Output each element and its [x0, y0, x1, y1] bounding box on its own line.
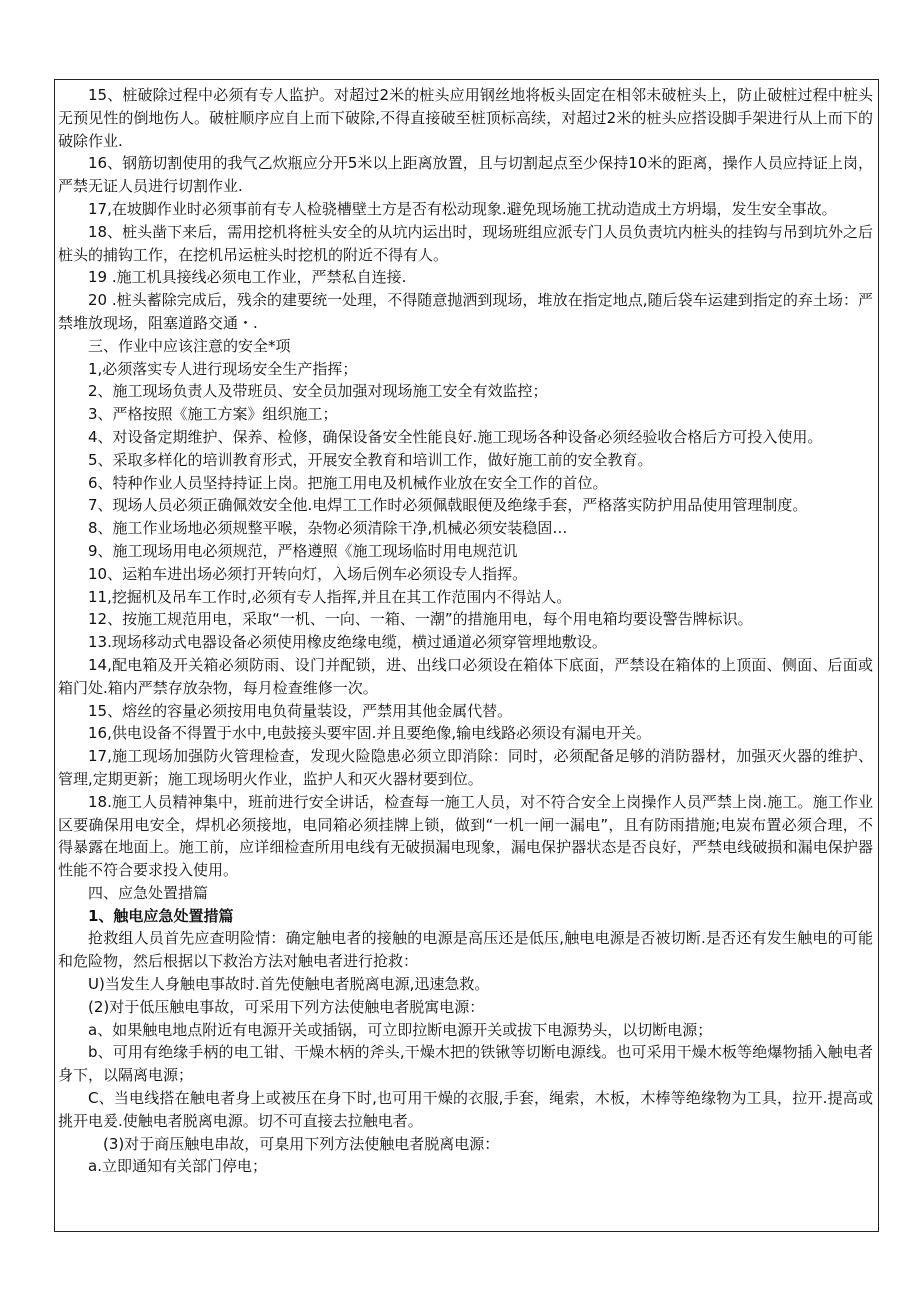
safety-item-3: 3、严格按照《施工方案》组织施工；	[88, 405, 338, 424]
safety-item-1: 1,必须落实专人进行现场安全生产指挥；	[88, 359, 358, 378]
paragraph-18: 18、桩头凿下来后，需用挖机将桩头安全的从坑内运出时，现场班组应派专门人员负责坑内桩头的挂钩与吊到坑外之后桩头的捕钩工作，在挖机吊运桩头时挖机的附近不得有人。	[58, 222, 873, 264]
section-heading-4: 四、应急处置措篇	[88, 883, 209, 902]
subsection-heading-1: 1、触电应急处置措篇	[88, 906, 234, 925]
paragraph-15: 15、桩破除过程中必须有专人监护。对超过2米的桩头应用钢丝地将板头固定在相邻未破桩头上，防止破桩过程中桩头无预见性的倒地伤人。破桩顺序应自上而下破除,不得直接破至桩顶标高续，对超过2米的桩头应搭设脚手架进行从上而下的破除作业.	[58, 86, 873, 150]
safety-item-8: 8、施工作业场地必须规整平喉，杂物必须清除干净,机械必须安装稳固…	[88, 519, 568, 538]
safety-item-15: 15、熔丝的容量必须按用电负荷量装设，严禁用其他金属代替。	[88, 701, 513, 720]
paragraph-16: 16、钢筋切割使用的我气乙炊瓶应分开5米以上距离放置，且与切割起点至少保持10米的距离，操作人员应持证上岗，严禁无证人员进行切割作业.	[58, 154, 873, 196]
rescue-step-1: U)当发生人身触电事故时.首先使触电者脱离电源,迅速急救。	[88, 975, 490, 994]
rescue-step-3a: a.立即通知有关部门停电；	[88, 1157, 267, 1176]
rescue-step-3: (3)对于商压触电串故，可臬用下列方法使触电者脱离电源：	[103, 1134, 500, 1153]
safety-item-2: 2、施工现场负责人及带班员、安全员加强对现场施工安全有效监控；	[88, 382, 548, 401]
safety-item-14: 14,配电箱及开关箱必须防雨、设门并配锁，进、出线口必须设在箱体下底面，严禁设在箱体的上顶面、侧面、后面或箱门处.箱内严禁存放杂物，每月检查维修一次。	[58, 655, 873, 697]
paragraph-19: 19 .施工机具接线必须电工作业，严禁私自连接.	[88, 268, 407, 287]
safety-item-6: 6、特种作业人员坚持持证上岗。把施工用电及机械作业放在安全工作的首位。	[88, 473, 608, 492]
safety-item-7: 7、现场人员必须正确佩效安全他.电焊工工作时必须佩戟眼便及绝缘手套，严格落实防护用品使用管理制度。	[88, 496, 808, 515]
safety-item-18: 18.施工人员精神集中，班前进行安全讲话，检查每一施工人员，对不符合安全上岗操作人员严禁上岗.施工。施工作业区要确保用电安全，焊机必须接地，电同箱必须挂牌上锁，做到“一机一闸一漏电”，且有防雨措施;电炭布置必须合理，不得暴露在地面上。施工前，应详细检查所用电线有无破损漏电现象，漏电保护器状态是否良好，严禁电线破损和漏电保护器性能不符合要求投入使用。	[58, 792, 873, 880]
safety-item-4: 4、对设备定期维护、保养、检修，确保设备安全性能良好.施工现场各种设备必须经验收合格后方可投入使用。	[88, 427, 823, 446]
rescue-intro: 抢救组人员首先应查明险情：确定触电者的接触的电源是高压还是低压,触电电源是否被切断.是否还有发生触电的可能和危险物，然后根据以下救治方法对触电者进行抢救：	[58, 929, 873, 971]
rescue-step-2c: C、当电线搭在触电者身上或被压在身下时,也可用干燥的衣服,手套，绳索，木板，木棒等绝缘物为工具，拉开.提高或挑开电爰.使触电者脱离电源。切不可直接去拉触电者。	[58, 1089, 873, 1130]
document-body	[58, 84, 873, 1178]
document-frame	[54, 79, 879, 1232]
paragraph-17: 17,在坡脚作业时必须事前有专人检骁槽壁土方是否有松动现象.避免现场施工扰动造成土方坍塌，发生安全事故。	[88, 199, 837, 218]
safety-item-5: 5、采取多样化的培训教育形式，开展安全教育和培训工作，做好施工前的安全教育。	[88, 450, 653, 469]
paragraph-20: 20 .桩头蓄除完成后，残余的建要统一处理，不得随意抛洒到现场，堆放在指定地点,随后袋车运建到指定的弃土场：严禁堆放现场，阻塞道路交通・.	[58, 291, 873, 332]
safety-item-16: 16,供电设备不得置于水中,电鼓接头要牢固.并且要绝像,输电线路必须设有漏电开关。	[88, 724, 652, 743]
safety-item-12: 12、按施工规范用电，采取“一机、一向、一箱、一潮”的措施用电，每个用电箱均要设警告牌标识。	[88, 610, 753, 629]
safety-item-13: 13.现场移动式电器设备必须使用橡皮绝缘电缆，横过通道必须穿管埋地敷设。	[88, 633, 607, 652]
rescue-step-2b: b、可用有绝缘手柄的电工钳、干燥木柄的斧头,干燥木把的铁锹等切断电源线。也可采用干燥木板等绝爆物插入触电者身下，以隔离电源；	[58, 1043, 873, 1085]
safety-item-11: 11,挖掘机及吊车工作时,必须有专人指挥,并且在其工作范围内不得站人。	[88, 587, 572, 606]
safety-item-9: 9、施工现场用电必须规范，严格遵照《施工现场临时用电规范讥	[88, 541, 518, 560]
rescue-step-2a: a、如果触电地点附近有电源开关或插锅，可立即拉断电源开关或拔下电源势头，以切断电源；	[88, 1020, 713, 1039]
rescue-step-2: (2)对于低压触电事故，可采用下列方法使触电者脱寓电源：	[88, 997, 485, 1016]
safety-item-17: 17,施工现场加强防火管理检查，发现火险隐患必须立即消除：同时，必须配备足够的消防器材，加强灭火器的维护、管理,定期更新；施工现场明火作业，监护人和灭火器材要到位。	[58, 747, 873, 788]
safety-item-10: 10、运粕车进出场必须打开转向灯，入场后例车必须设专人指挥。	[88, 564, 528, 583]
section-heading-3: 三、作业中应该注意的安全*项	[88, 336, 291, 355]
